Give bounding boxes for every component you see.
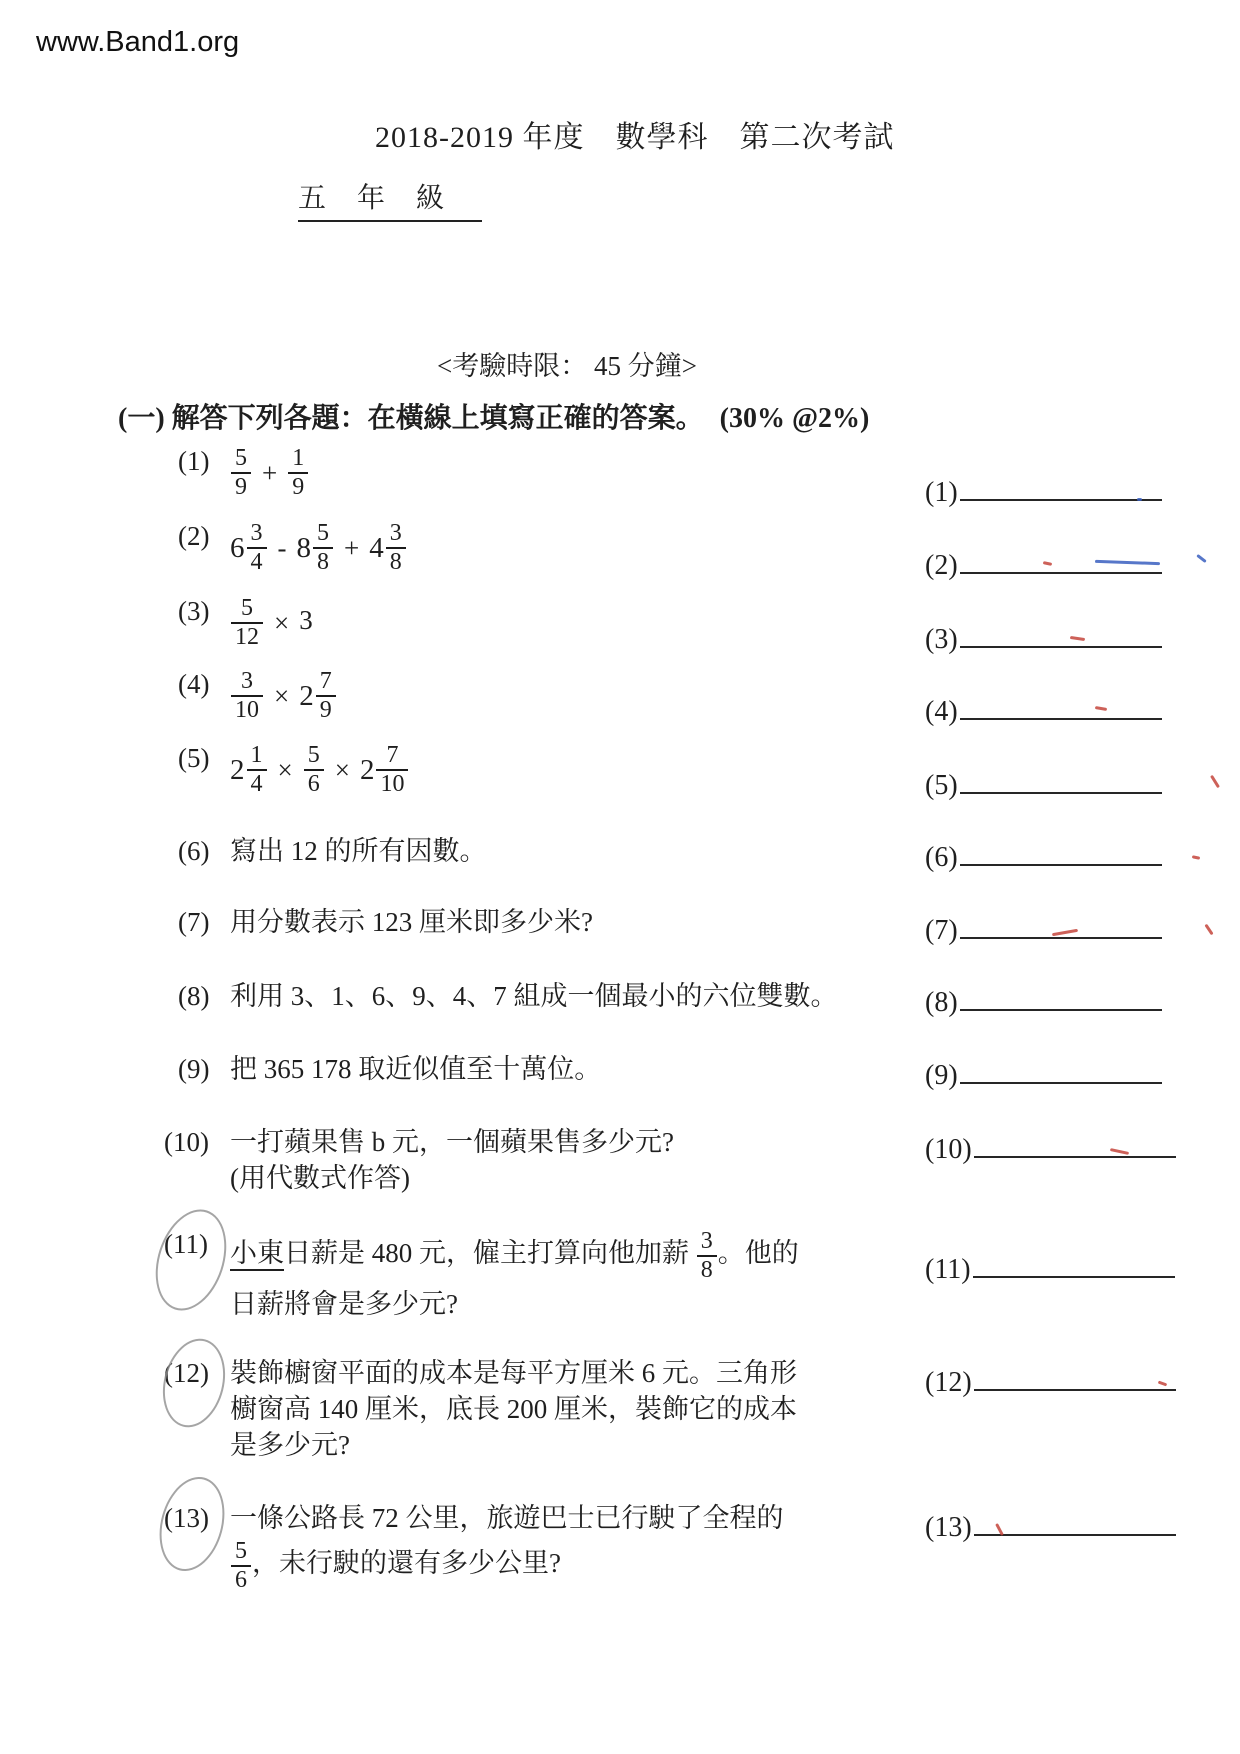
- question-number: (10): [164, 1127, 209, 1157]
- answer-number: (11): [925, 1254, 971, 1285]
- answer-row-11: [925, 1243, 1175, 1287]
- pen-mark: [1204, 924, 1213, 936]
- question-text: 寫出 12 的所有因數。: [230, 836, 487, 866]
- question-number: (11): [164, 1229, 208, 1259]
- fraction: $\frac{7}{10}$: [376, 742, 408, 798]
- answer-number: (12): [925, 1367, 972, 1398]
- answer-blank: [960, 976, 1162, 1011]
- answer-row-12: [925, 1356, 1176, 1400]
- fraction: $\frac{3}{8}$: [697, 1228, 717, 1284]
- answer-blank: [973, 1243, 1175, 1278]
- answer-blank: [960, 831, 1162, 866]
- fraction: $\frac{5}{6}$: [304, 742, 324, 798]
- answer-row-1: [925, 466, 1162, 510]
- fraction: $\frac{1}{4}$: [247, 742, 267, 798]
- section-instruction: (一) 解答下列各題：在橫線上填寫正確的答案。: [118, 403, 704, 434]
- question-number: (2): [178, 521, 210, 551]
- answer-blank: [960, 613, 1162, 648]
- answer-number: (7): [925, 915, 958, 946]
- answer-number: (2): [925, 550, 958, 581]
- question-row-6: [178, 833, 487, 869]
- pen-mark: [1196, 554, 1207, 563]
- question-text: 把 365 178 取近似值至十萬位。: [230, 1054, 602, 1084]
- answer-row-4: [925, 685, 1162, 729]
- question-number: (1): [178, 446, 210, 476]
- question-number: (3): [178, 596, 210, 626]
- answer-row-13: [925, 1501, 1176, 1545]
- answer-blank: [960, 466, 1162, 501]
- answer-blank: [960, 539, 1162, 574]
- fraction: $\frac{5}{8}$: [313, 520, 333, 576]
- answer-number: (10): [925, 1134, 972, 1165]
- question-text: $\frac{3}{10}$ × 2 $\frac{7}{9}$: [230, 666, 337, 726]
- question-row-9: [178, 1051, 601, 1087]
- question-row-4: [178, 666, 337, 726]
- question-row-12: [164, 1355, 797, 1463]
- question-number: (8): [178, 981, 210, 1011]
- fraction: $\frac{3}{4}$: [247, 520, 267, 576]
- question-text: 用分數表示 123 厘米即多少米?: [230, 907, 593, 937]
- answer-number: (3): [925, 624, 958, 655]
- answer-number: (4): [925, 696, 958, 727]
- question-row-1: [178, 443, 309, 503]
- question-text: 一打蘋果售 b 元，一個蘋果售多少元? (用代數式作答): [230, 1127, 674, 1193]
- question-row-2: [178, 518, 407, 578]
- question-row-11: [164, 1226, 799, 1322]
- pen-mark: [1137, 498, 1142, 501]
- answer-row-7: [925, 904, 1162, 948]
- question-number: (13): [164, 1503, 209, 1533]
- answer-blank: [960, 1049, 1162, 1084]
- fraction: $\frac{3}{8}$: [386, 520, 406, 576]
- section-marks: (30% @2%): [719, 403, 870, 434]
- answer-blank: [974, 1123, 1176, 1158]
- answer-number: (9): [925, 1060, 958, 1091]
- grade-label: 五 年 級: [298, 176, 482, 222]
- answer-number: (5): [925, 770, 958, 801]
- answer-number: (13): [925, 1512, 972, 1543]
- fraction: $\frac{7}{9}$: [316, 668, 336, 724]
- question-row-3: [178, 593, 313, 653]
- answer-row-9: [925, 1049, 1162, 1093]
- question-number: (5): [178, 743, 210, 773]
- section-heading: [118, 396, 869, 436]
- question-text: 裝飾櫥窗平面的成本是每平方厘米 6 元。三角形 櫥窗高 140 厘米，底長 200 厘米，裝飾它的成本 是多少元?: [230, 1358, 797, 1460]
- answer-number: (8): [925, 987, 958, 1018]
- answer-blank: [974, 1356, 1176, 1391]
- answer-row-8: [925, 976, 1162, 1020]
- pen-mark: [1210, 775, 1220, 788]
- question-row-7: [178, 904, 593, 940]
- answer-number: (1): [925, 477, 958, 508]
- fraction: $\frac{1}{9}$: [288, 445, 308, 501]
- question-number: (9): [178, 1054, 210, 1084]
- answer-number: (6): [925, 842, 958, 873]
- question-row-13: [164, 1500, 784, 1596]
- answer-row-5: [925, 759, 1162, 803]
- fraction: $\frac{5}{6}$: [231, 1538, 251, 1594]
- question-number: (6): [178, 836, 210, 866]
- answer-blank: [974, 1501, 1176, 1536]
- question-number: (4): [178, 669, 210, 699]
- question-text: 利用 3、1、6、9、4、7 組成一個最小的六位雙數。: [230, 981, 838, 1011]
- fraction: $\frac{3}{10}$: [231, 668, 263, 724]
- time-limit: <考驗時限： 45 分鐘>: [437, 351, 697, 381]
- fraction: $\frac{5}{9}$: [231, 445, 251, 501]
- fraction: $\frac{5}{12}$: [231, 595, 263, 651]
- question-text: 2 $\frac{1}{4}$ × $\frac{5}{6}$ × 2 $\frac{7}{10}$: [230, 740, 409, 800]
- question-text: 一條公路長 72 公里，旅遊巴士已行駛了全程的 $\frac{5}{6}$ ，未行駛的還有多少公里?: [230, 1503, 784, 1593]
- question-row-8: [178, 978, 838, 1014]
- question-number: (12): [164, 1358, 209, 1388]
- question-row-10: [164, 1124, 674, 1196]
- question-row-5: [178, 740, 409, 800]
- answer-row-3: [925, 613, 1162, 657]
- question-text: $\frac{5}{9}$ + $\frac{1}{9}$: [230, 443, 309, 503]
- question-text: 小東日薪是 480 元，僱主打算向他加薪 $\frac{3}{8}$ 。他的 日薪將會是多少元?: [230, 1228, 799, 1319]
- pen-mark: [1192, 855, 1200, 860]
- question-number: (7): [178, 907, 210, 937]
- answer-blank: [960, 685, 1162, 720]
- site-watermark: www.Band1.org: [36, 26, 240, 58]
- answer-row-6: [925, 831, 1162, 875]
- exam-title: 2018-2019 年度 數學科 第二次考試: [375, 121, 895, 154]
- answer-row-10: [925, 1123, 1176, 1167]
- answer-blank: [960, 759, 1162, 794]
- question-text: 6 $\frac{3}{4}$ - 8 $\frac{5}{8}$ + 4 $\frac{3}{8}$: [230, 518, 407, 578]
- question-text: $\frac{5}{12}$ × 3: [230, 593, 313, 653]
